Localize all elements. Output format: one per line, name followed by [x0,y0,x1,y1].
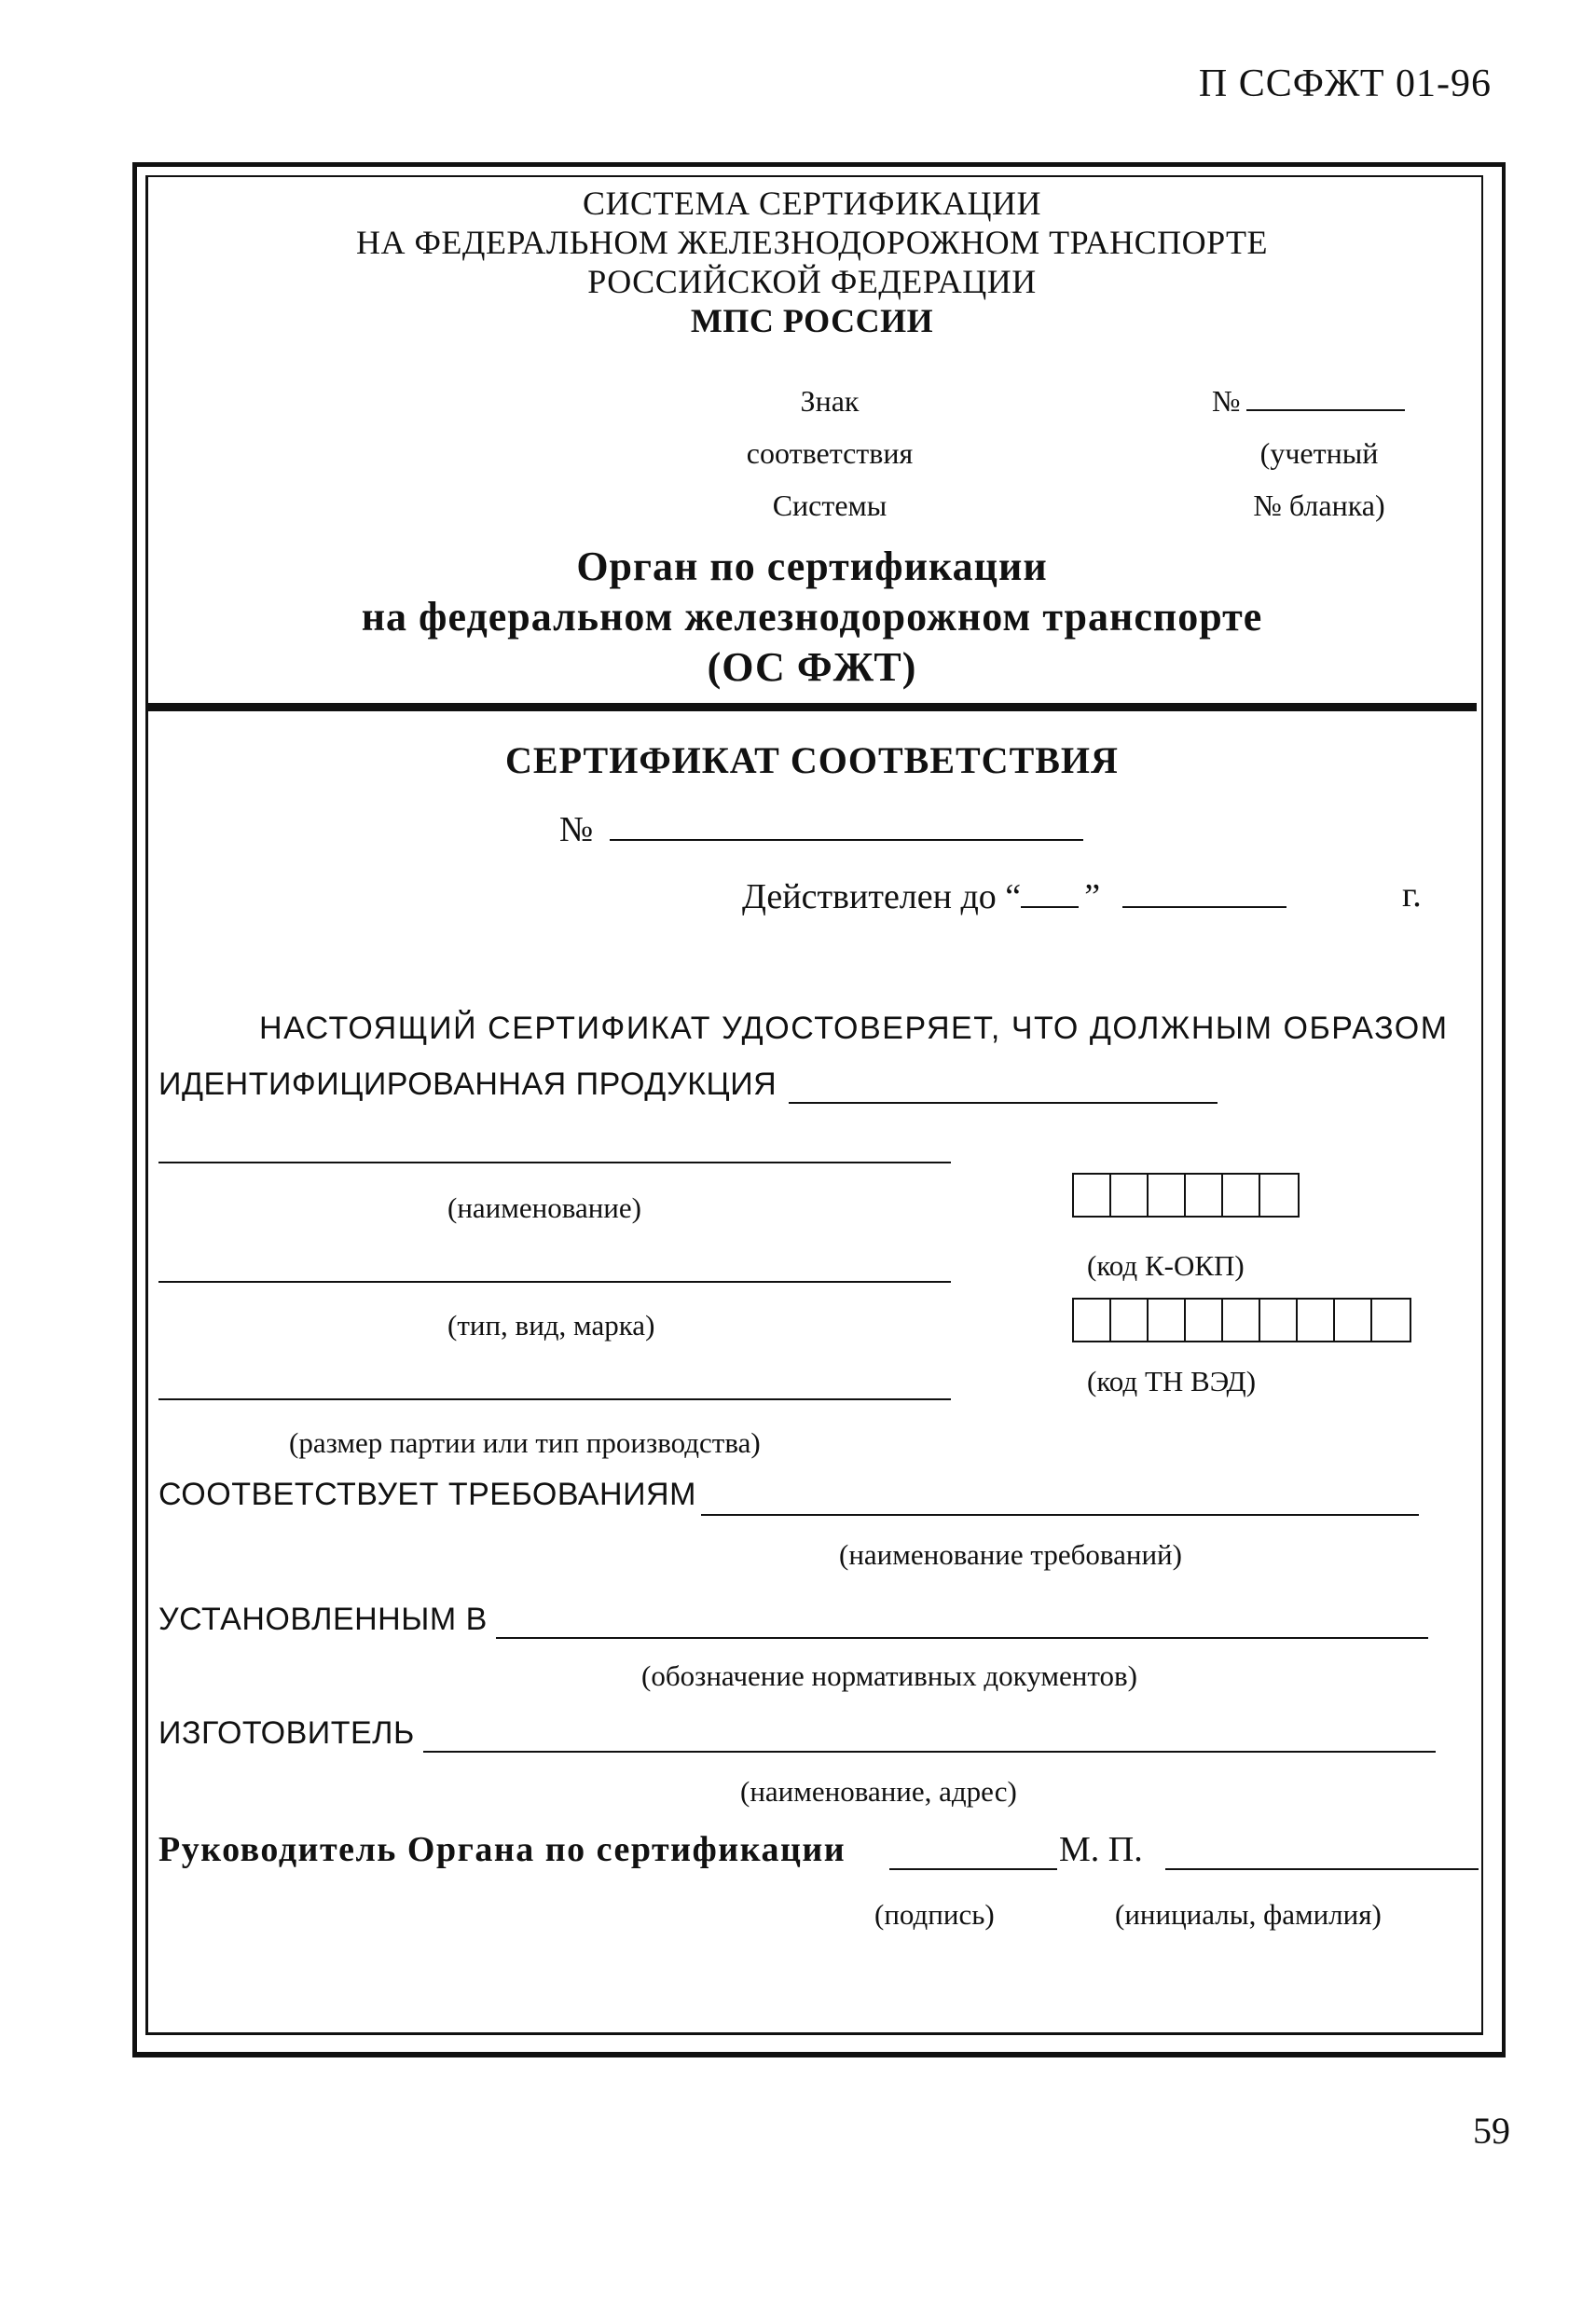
form-number-symbol: № [1212,384,1241,418]
document-code: П ССФЖТ 01-96 [1198,62,1492,105]
tnved-code-digit-box[interactable] [1186,1300,1223,1341]
valid-day-field[interactable] [1021,874,1079,908]
established-in-label: УСТАНОВЛЕННЫМ В [158,1602,488,1637]
tnved-code-digit-box[interactable] [1335,1300,1372,1341]
statement-line-1: НАСТОЯЩИЙ СЕРТИФИКАТ УДОСТОВЕРЯЕТ, ЧТО ДОЛЖНЫМ ОБРАЗОМ [259,1011,1449,1046]
validity-row [742,874,1286,917]
section-divider [148,703,1477,711]
form-number-caption-1: (учетный [1259,436,1379,470]
signatory-name-caption: (инициалы, фамилия) [1115,1898,1382,1931]
okp-code-boxes[interactable] [1072,1173,1300,1218]
okp-code-digit-box[interactable] [1149,1175,1186,1216]
certificate-title: СЕРТИФИКАТ СООТВЕТСТВИЯ [505,739,1119,781]
product-name-field[interactable] [158,1162,951,1163]
normative-documents-field[interactable] [496,1637,1428,1639]
tnved-code-digit-box[interactable] [1074,1300,1111,1341]
okp-code-digit-box[interactable] [1074,1175,1111,1216]
certificate-number-row [559,807,1083,850]
stamp-place-label: М. П. [1059,1830,1143,1869]
conformity-mark-caption [690,375,970,531]
ministry-name: МПС РОССИИ [690,302,934,339]
form-number-block [1203,375,1436,531]
certificate-number-symbol: № [559,810,594,849]
statement-line-2: ИДЕНТИФИЦИРОВАННАЯ ПРОДУКЦИЯ [158,1067,777,1102]
okp-code-caption: (код К-ОКП) [1087,1249,1245,1282]
tnved-code-digit-box[interactable] [1111,1300,1149,1341]
requirements-label: СООТВЕТСТВУЕТ ТРЕБОВАНИЯМ [158,1477,696,1512]
manufacturer-caption: (наименование, адрес) [740,1775,1017,1808]
tnved-code-boxes[interactable] [1072,1298,1411,1342]
valid-until-label: Действителен до “ [742,877,1022,916]
certificate-number-field[interactable] [610,807,1083,841]
manufacturer-label: ИЗГОТОВИТЕЛЬ [158,1715,415,1751]
mark-line-2: соответствия [746,436,914,470]
valid-year-suffix: г. [1402,875,1422,915]
normative-documents-caption: (обозначение нормативных документов) [641,1659,1137,1692]
page-number: 59 [1473,2110,1510,2152]
organ-line-1: Орган по сертификации [576,544,1048,589]
product-type-caption: (тип, вид, марка) [447,1309,655,1342]
batch-size-field[interactable] [158,1398,951,1400]
signatory-name-field[interactable] [1165,1868,1479,1870]
okp-code-digit-box[interactable] [1260,1175,1298,1216]
system-line-2: НА ФЕДЕРАЛЬНОМ ЖЕЛЕЗНОДОРОЖНОМ ТРАНСПОРТЕ [355,224,1269,261]
organ-line-3: (ОС ФЖТ) [707,644,917,690]
signature-field[interactable] [889,1868,1057,1870]
tnved-code-digit-box[interactable] [1223,1300,1260,1341]
product-name-caption: (наименование) [447,1191,641,1224]
tnved-code-digit-box[interactable] [1149,1300,1186,1341]
signatory-label: Руководитель Органа по сертификации [158,1830,846,1869]
requirements-field[interactable] [701,1514,1419,1516]
requirements-caption: (наименование требований) [839,1538,1182,1571]
tnved-code-digit-box[interactable] [1372,1300,1410,1341]
product-field-inline[interactable] [789,1102,1218,1104]
okp-code-digit-box[interactable] [1111,1175,1149,1216]
valid-month-field[interactable] [1122,874,1286,908]
form-number-caption-2: № бланка) [1253,489,1385,522]
product-type-field[interactable] [158,1281,951,1283]
tnved-code-digit-box[interactable] [1260,1300,1298,1341]
mark-line-1: Знак [800,384,860,418]
signature-caption: (подпись) [874,1898,995,1931]
manufacturer-field[interactable] [423,1751,1436,1753]
valid-quote-close: ” [1084,877,1101,916]
batch-size-caption: (размер партии или тип производства) [289,1426,761,1459]
form-number-field[interactable] [1246,381,1405,411]
organ-line-2: на федеральном железнодорожном транспорте [361,594,1263,640]
tnved-code-digit-box[interactable] [1298,1300,1335,1341]
okp-code-digit-box[interactable] [1223,1175,1260,1216]
mark-line-3: Системы [772,489,887,522]
system-line-3: РОССИЙСКОЙ ФЕДЕРАЦИИ [587,263,1037,300]
system-line-1: СИСТЕМА СЕРТИФИКАЦИИ [583,185,1041,222]
okp-code-digit-box[interactable] [1186,1175,1223,1216]
tnved-code-caption: (код ТН ВЭД) [1087,1365,1257,1397]
